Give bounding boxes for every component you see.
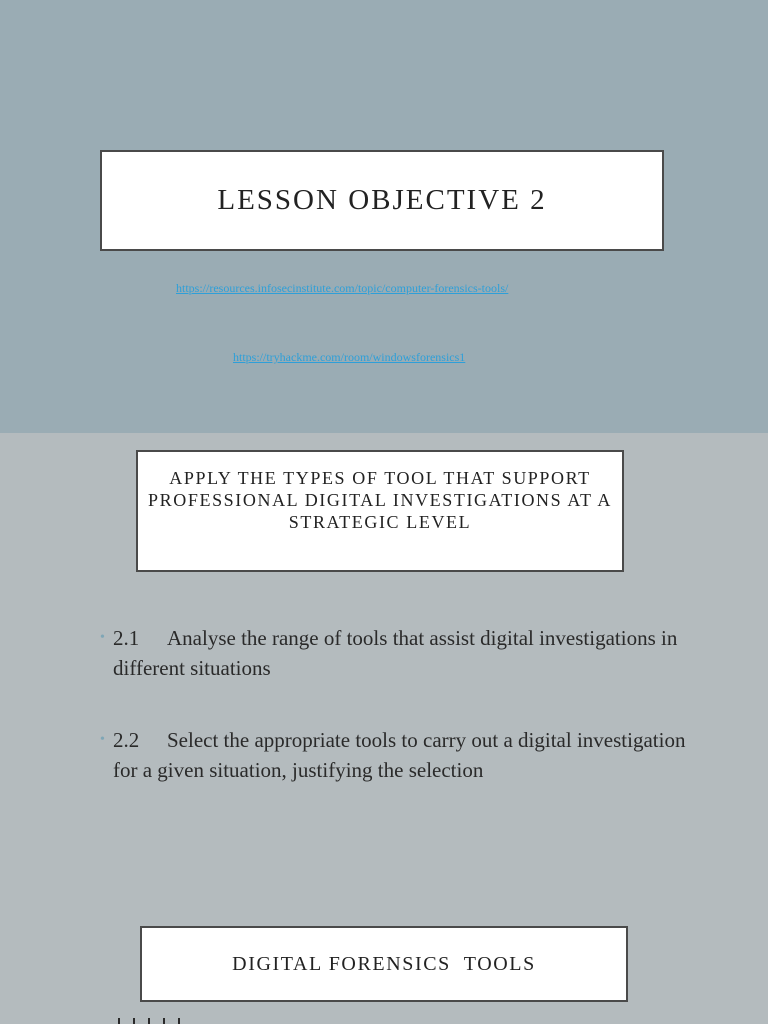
- truncated-next-line: [118, 1018, 618, 1024]
- list-item-text: Select the appropriate tools to carry out a digital investigation for a given situation, justifying the selection: [113, 728, 686, 782]
- glyph-fragment: [163, 1018, 165, 1024]
- link-tryhackme[interactable]: https://tryhackme.com/room/windowsforensics1: [233, 350, 466, 364]
- glyph-fragment: [133, 1018, 135, 1024]
- tools-heading-text: DIGITAL FORENSICS TOOLS: [232, 952, 536, 975]
- list-item: [100, 725, 700, 785]
- bullet-dot-icon: •: [100, 732, 105, 747]
- slide-lesson-objective: [0, 0, 768, 433]
- list-item-number: 2.1: [113, 626, 140, 650]
- slide-title: [100, 150, 664, 251]
- list-item-number: 2.2: [113, 728, 140, 752]
- tools-heading: [140, 926, 628, 1002]
- slide-title-text: LESSON OBJECTIVE 2: [217, 184, 547, 216]
- glyph-fragment: [118, 1018, 120, 1024]
- objective-heading-text: APPLY THE TYPES OF TOOL THAT SUPPORT PROFESSIONAL DIGITAL INVESTIGATIONS AT A STRATEGIC LEVEL: [148, 468, 612, 532]
- glyph-fragment: [178, 1018, 180, 1024]
- objective-heading: [136, 450, 624, 572]
- list-item: [100, 623, 700, 683]
- list-item-text: Analyse the range of tools that assist digital investigations in different situations: [113, 626, 678, 680]
- glyph-fragment: [148, 1018, 150, 1024]
- bullet-dot-icon: •: [100, 630, 105, 645]
- objective-list: [100, 623, 700, 827]
- slide-objective-details: [0, 433, 768, 1024]
- link-infosec-resources[interactable]: https://resources.infosecinstitute.com/topic/computer-forensics-tools/: [176, 281, 509, 295]
